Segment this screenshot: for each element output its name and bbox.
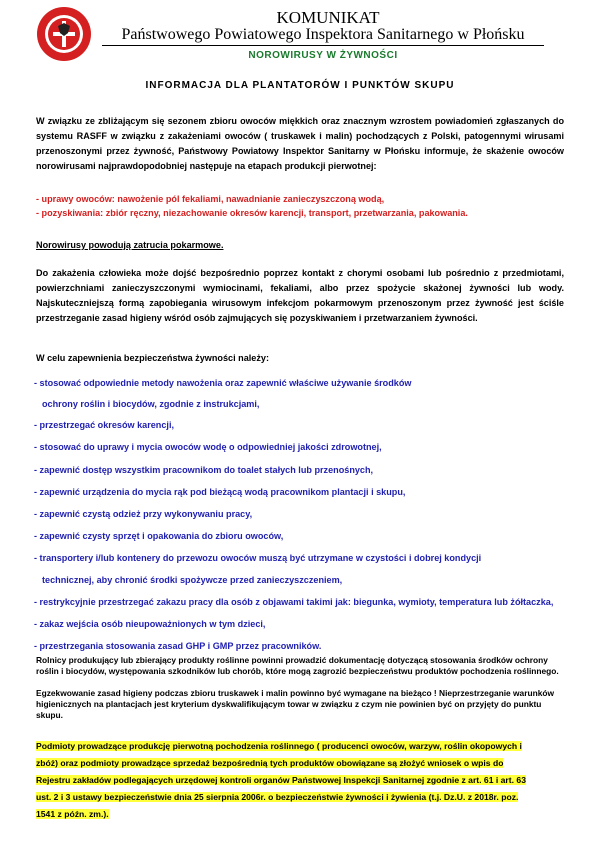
- list-item: - stosować do uprawy i mycia owoców wodę o odpowiedniej jakości zdrowotnej,: [34, 442, 382, 452]
- production-stages: [36, 192, 564, 220]
- list-item: - zapewnić czysty sprzęt i opakowania do zbioru owoców,: [34, 531, 284, 541]
- highlighted-line: Podmioty prowadzące produkcję pierwotną pochodzenia roślinnego ( producenci owoców, warzyw, roślin okopowych i: [36, 741, 522, 751]
- list-item: - przestrzegania stosowania zasad GHP i GMP przez pracowników.: [34, 641, 322, 651]
- infection-paragraph: Do zakażenia człowieka może dojść bezpośrednio poprzez kontakt z chorymi osobami lub pośrednio z przedmiotami, powierzchniami zanieczyszczonymi wymiocinami, fekaliami, albo przez spożycie skażonej żywności lub wody. Najskuteczniejszą formą zapobiegania wirusowym infekcjom pokarmowym przenoszonym przez żywność jest ściśle przestrzeganie zasad higieny wśród osób zajmujących się pozyskiwaniem i przetwarzaniem żywności.: [36, 268, 564, 323]
- list-item: - transportery i/lub kontenery do przewozu owoców muszą być utrzymane w czystości i dobrej kondycji: [34, 553, 482, 563]
- section-heading: INFORMACJA DLA PLANTATORÓW I PUNKTÓW SKUPU: [145, 80, 455, 91]
- safety-measures-list: [34, 378, 564, 651]
- list-item: - przestrzegać okresów karencji,: [34, 420, 175, 430]
- intro-paragraph: W związku ze zbliżającym się sezonem zbioru owoców miękkich oraz znacznym wzrostem powiadomień zgłaszanych do systemu RASFF w związku z zakażeniami owoców ( truskawek i malin) pochodzących z Polski, patogennymi wirusami przenoszonymi przez żywność, Państwowy Powiatowy Inspektor Sanitarny w Płońsku informuje, że skażenie owoców norowirusami najprawdopodobniej następuje na etapach produkcji pierwotnej:: [36, 116, 564, 171]
- list-item: - zakaz wejścia osób nieupoważnionych w tym dzieci,: [34, 619, 266, 629]
- safety-heading: W celu zapewnienia bezpieczeństwa żywności należy:: [36, 353, 269, 363]
- list-item: ochrony roślin i biocydów, zgodnie z instrukcjami,: [42, 399, 260, 409]
- highlighted-line: ust. 2 i 3 ustawy bezpieczeństwie dnia 25 sierpnia 2006r. o bezpieczeństwie żywności i żywienia (t.j. Dz.U. z 2018r. poz.: [36, 792, 519, 802]
- issuer-subtitle: Państwowego Powiatowego Inspektora Sanitarnego w Płońsku: [102, 26, 544, 46]
- hygiene-note: Egzekwowanie zasad higieny podczas zbioru truskawek i malin powinno być wymagane na bieżąco ! Nieprzestrzeganie warunków higienicznych na plantacjach jest kryterium dyskwalifikującym towar w związku z czym nie powinien być on przyjęty do punktu skupu.: [36, 688, 554, 720]
- list-item: - restrykcyjnie przestrzegać zakazu pracy dla osób z objawami takimi jak: biegunka, wymioty, temperatura lub żółtaczka,: [34, 597, 554, 607]
- stage-item: - uprawy owoców: nawożenie pól fekaliami, nawadnianie zanieczyszczoną wodą,: [36, 194, 385, 204]
- registration-notice: [36, 738, 564, 823]
- highlighted-line: zbóż) oraz podmioty prowadzące sprzedaż bezpośrednią tych produktów obowiązane są złożyć wniosek o wpis do: [36, 758, 504, 768]
- list-item: - stosować odpowiednie metody nawożenia oraz zapewnić właściwe używanie środków: [34, 378, 412, 388]
- stage-item: - pozyskiwania: zbiór ręczny, niezachowanie okresów karencji, transport, przetwarzania, pakowania.: [36, 208, 468, 218]
- highlighted-line: Rejestru zakładów podlegających urzędowej kontroli organów Państwowej Inspekcji Sanitarnej zgodnie z art. 61 i art. 63: [36, 775, 526, 785]
- highlighted-line: 1541 z późn. zm.).: [36, 809, 109, 819]
- list-item: - zapewnić czystą odzież przy wykonywaniu pracy,: [34, 509, 253, 519]
- farmers-note: Rolnicy produkujący lub zbierający produkty roślinne powinni prowadzić dokumentację dotyczącą stosowania środków ochrony roślin i biocydów, występowania szkodników lub chorób, które mogą zagrozić bezpieczeństwu produktów pochodzenia roślinnego.: [36, 655, 559, 676]
- norovirus-note: Norowirusy powodują zatrucia pokarmowe.: [36, 240, 224, 250]
- document-title: KOMUNIKAT: [276, 8, 380, 27]
- list-item: technicznej, aby chronić środki spożywcze przed zanieczyszczeniem,: [42, 575, 343, 585]
- list-item: - zapewnić urządzenia do mycia rąk pod bieżącą wodą pracownikom plantacji i skupu,: [34, 487, 406, 497]
- list-item: - zapewnić dostęp wszystkim pracownikom do toalet stałych lub przenośnych,: [34, 465, 374, 475]
- topic-tagline: NOROWIRUSY W ŻYWNOŚCI: [248, 50, 398, 61]
